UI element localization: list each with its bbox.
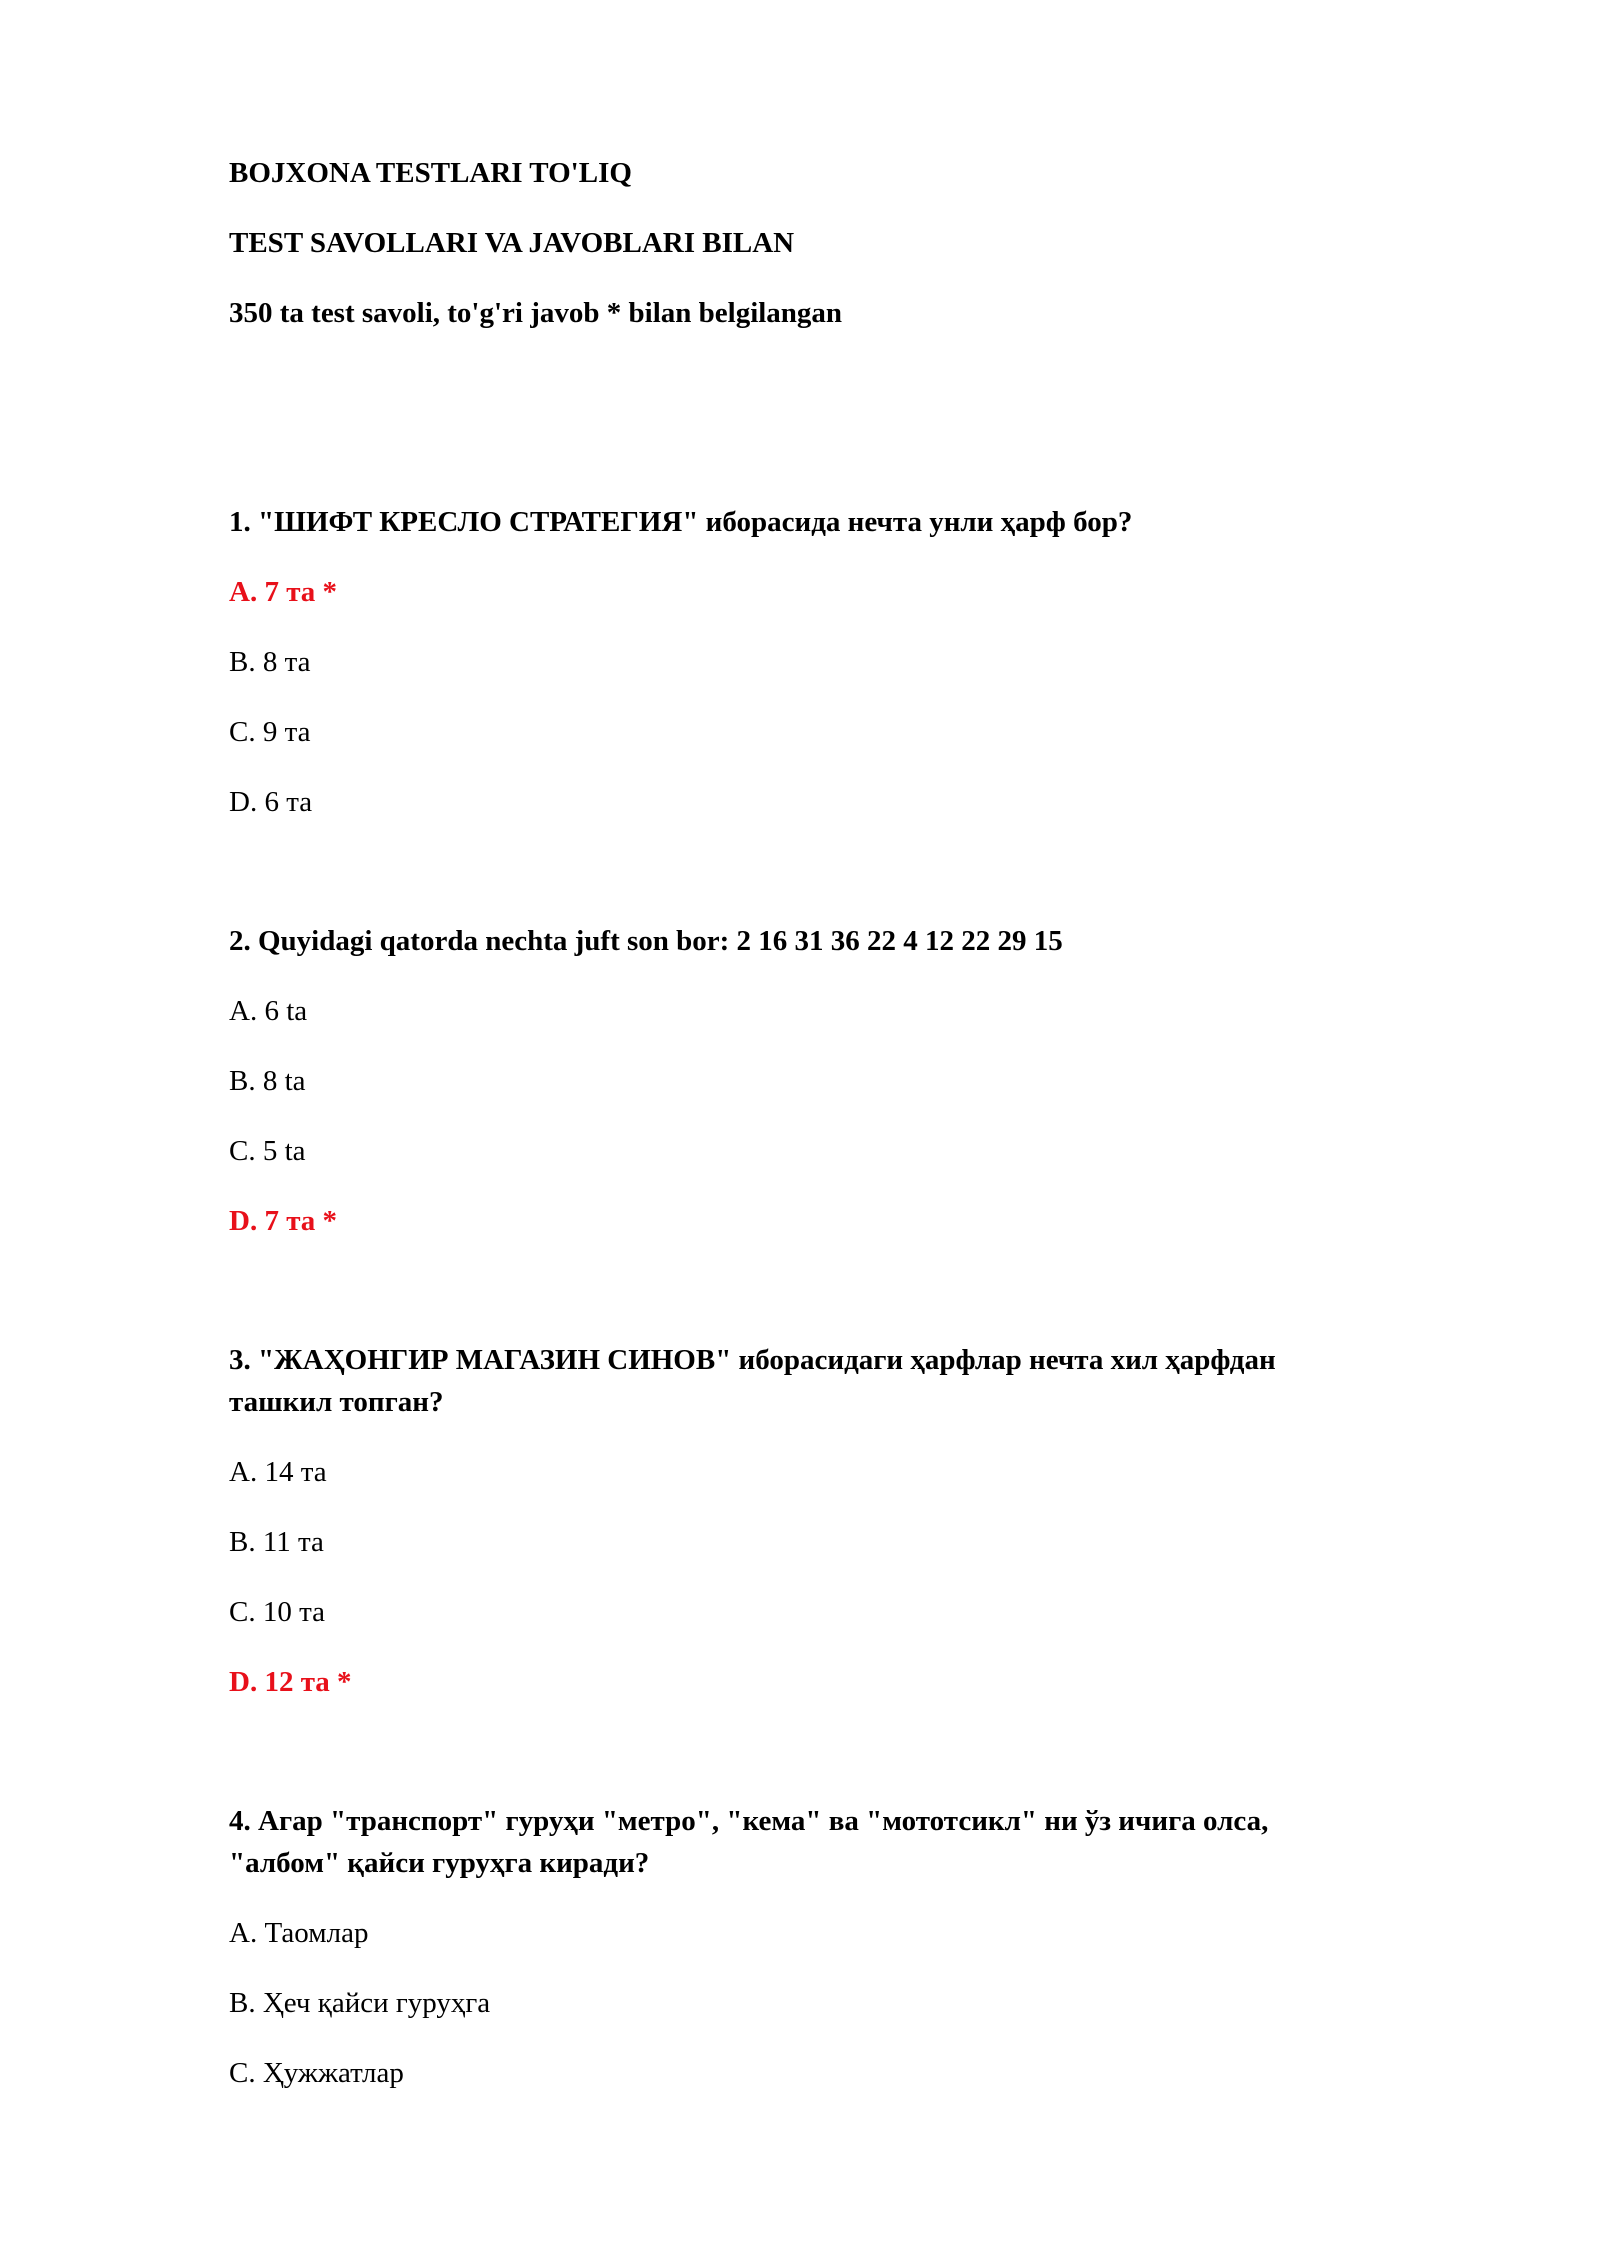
question-4-option-b: B. Ҳеч қайси гуруҳга [229, 1987, 491, 2019]
question-4-text-line-1: 4. Агар "транспорт" гуруҳи "метро", "кема" ва "мототсикл" ни ўз ичига олса, [229, 1805, 1269, 1837]
question-3-option-c: C. 10 та [229, 1596, 325, 1628]
question-2-option-c: C. 5 ta [229, 1135, 306, 1167]
question-4-option-a: A. Таомлар [229, 1917, 369, 1949]
question-2-option-a: A. 6 ta [229, 995, 308, 1027]
question-2-option-b: B. 8 ta [229, 1065, 306, 1097]
question-3-text-line-2: ташкил топган? [229, 1386, 444, 1418]
question-4-text-line-2: "албом" қайси гуруҳга киради? [229, 1847, 650, 1879]
question-1-option-d: D. 6 та [229, 786, 313, 818]
question-2-option-d-correct: D. 7 та * [229, 1205, 338, 1237]
question-3-option-b: B. 11 та [229, 1526, 324, 1558]
question-2-text: 2. Quyidagi qatorda nechta juft son bor: 2 16 31 36 22 4 12 22 29 15 [229, 925, 1063, 957]
question-4-option-c: C. Ҳужжатлар [229, 2057, 404, 2089]
question-3-text-line-1: 3. "ЖАҲОНГИР МАГАЗИН СИНОВ" иборасидаги ҳарфлар нечта хил ҳарфдан [229, 1344, 1276, 1376]
document-title: BOJXONA TESTLARI TO'LIQ [229, 157, 632, 189]
question-3-option-a: A. 14 та [229, 1456, 327, 1488]
document-note: 350 ta test savoli, to'g'ri javob * bilan belgilangan [229, 297, 843, 329]
question-1-text: 1. "ШИФТ КРЕСЛО СТРАТЕГИЯ" иборасида нечта унли ҳарф бор? [229, 506, 1133, 538]
document-subtitle: TEST SAVOLLARI VA JAVOBLARI BILAN [229, 227, 795, 259]
question-3-option-d-correct: D. 12 та * [229, 1666, 352, 1698]
question-1-option-b: B. 8 та [229, 646, 311, 678]
question-1-option-a-correct: A. 7 та * [229, 576, 338, 608]
question-1-option-c: C. 9 та [229, 716, 311, 748]
